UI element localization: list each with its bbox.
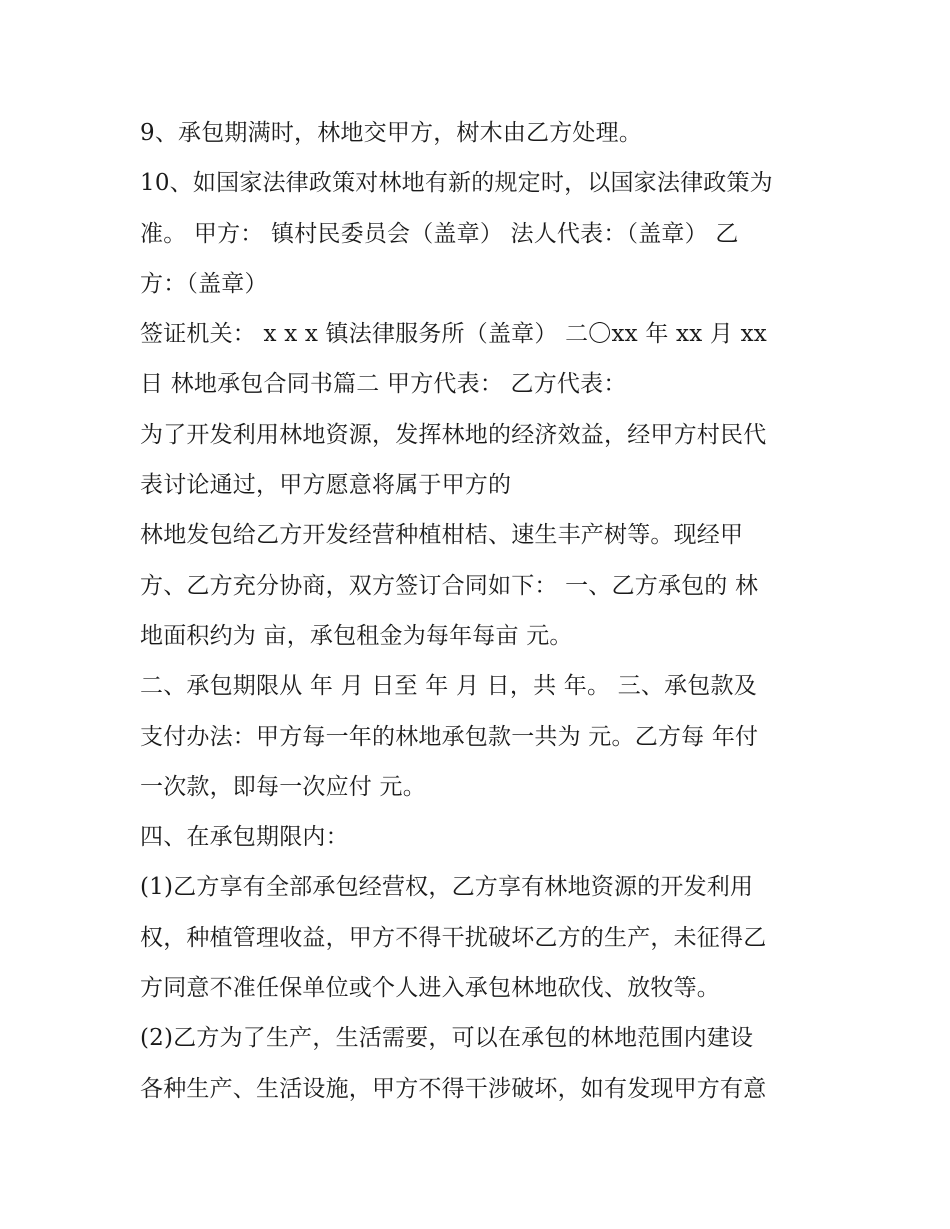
- document-body: [140, 108, 820, 1114]
- text-line: 四、在承包期限内：: [140, 824, 349, 851]
- text-line: 林地发包给乙方开发经营种植柑桔、速生丰产树等。现经甲: [140, 522, 744, 549]
- text-line: (1)乙方享有全部承包经营权，乙方享有林地资源的开发利用: [140, 874, 754, 901]
- text-line: 一次款，即每一次应付 元。: [140, 773, 426, 800]
- text-line: 方同意不准任保单位或个人进入承包林地砍伐、放牧等。: [140, 975, 720, 1002]
- text-line: 权，种植管理收益，甲方不得干扰破坏乙方的生产，未征得乙: [140, 924, 767, 951]
- text-line: 日 林地承包合同书篇二 甲方代表： 乙方代表：: [140, 371, 627, 398]
- text-line: 准。 甲方： 镇村民委员会（盖章） 法人代表：（盖章） 乙: [140, 220, 739, 247]
- text-line: 方、乙方充分协商，双方签订合同如下： 一、乙方承包的 林: [140, 572, 759, 599]
- text-line: 二、承包期限从 年 月 日至 年 月 日，共 年。 三、承包款及: [140, 673, 757, 700]
- text-line: 9、承包期满时，林地交甲方，树木由乙方处理。: [140, 120, 643, 146]
- text-line: 支付办法：甲方每一年的林地承包款一共为 元。乙方每 年付: [140, 723, 759, 750]
- text-line: 表讨论通过，甲方愿意将属于甲方的: [140, 472, 512, 499]
- text-line: 签证机关： x x x 镇法律服务所（盖章） 二〇xx 年 xx 月 xx: [140, 321, 767, 348]
- text-line: 方：（盖章）: [140, 270, 268, 297]
- text-line: 各种生产、生活设施，甲方不得干涉破坏，如有发现甲方有意: [140, 1075, 767, 1102]
- text-line: (2)乙方为了生产，生活需要，可以在承包的林地范围内建设: [140, 1025, 754, 1052]
- text-line: 地面积约为 亩，承包租金为每年每亩 元。: [140, 622, 573, 649]
- text-line: 10、如国家法律政策对林地有新的规定时，以国家法律政策为: [140, 170, 773, 197]
- text-line: 为了开发利用林地资源，发挥林地的经济效益，经甲方村民代: [140, 421, 767, 448]
